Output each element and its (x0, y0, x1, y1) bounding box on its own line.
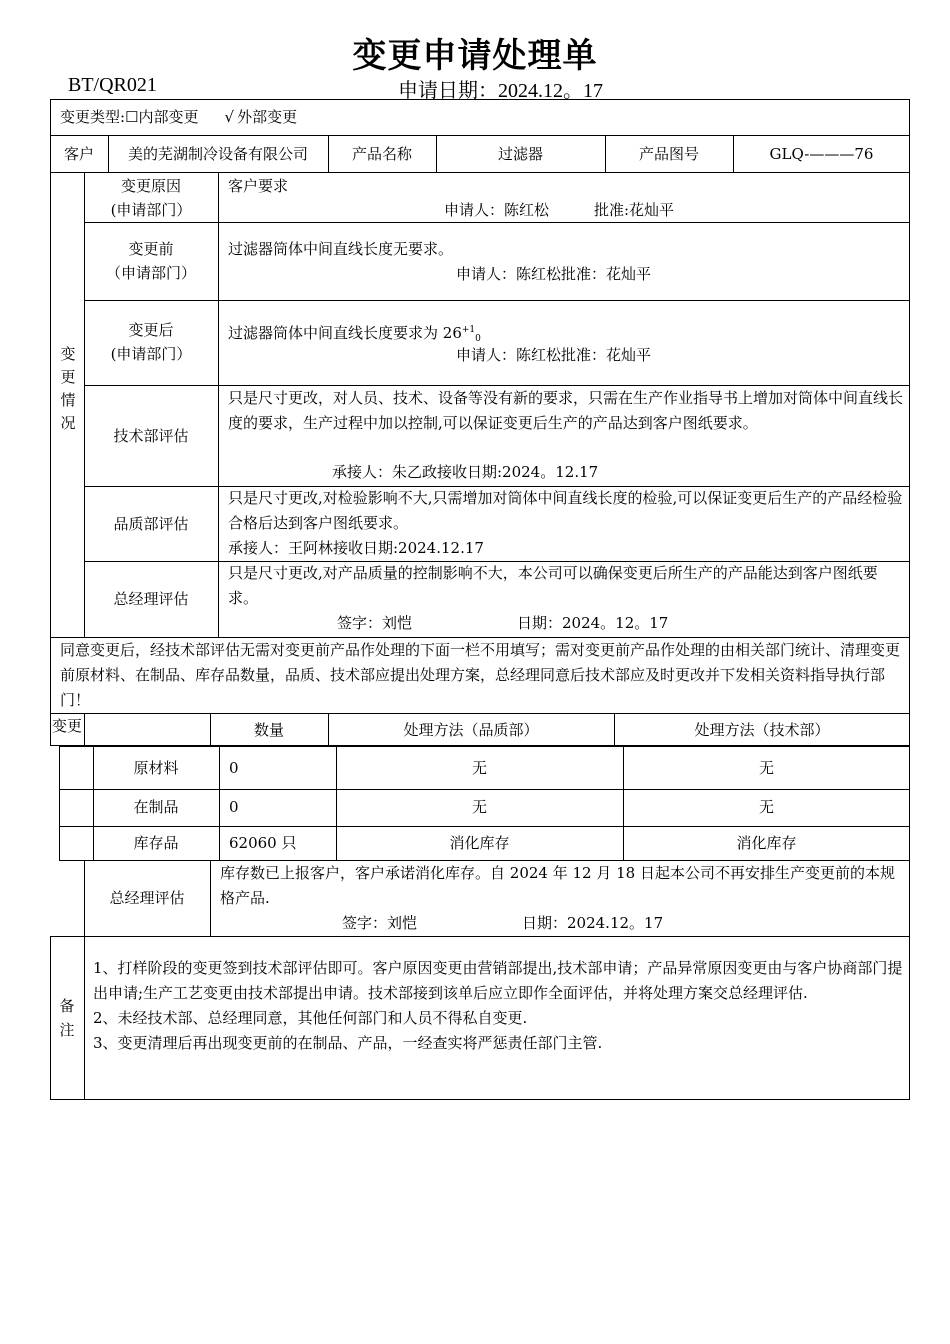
row-tech-method: 无 (758, 798, 774, 816)
external-change-label: 外部变更 (237, 108, 298, 126)
change-situation-side-label: 变 更 情 况 (60, 345, 76, 432)
divider (909, 861, 910, 936)
divider (84, 222, 910, 223)
list-item: 1、打样阶段的变更签到技术部评估即可。客户原因变更由营销部提出,技术部申请；产品异常原因变更由与客户协商部门提出申请;生产工艺变更由技术部提出申请。技术部接到该单后应立即作全面评估，并将处理方案交总经理评估. (93, 959, 903, 1002)
external-change-checkmark[interactable]: √ (224, 108, 235, 126)
row-item: 原材料 (133, 759, 179, 777)
row-item: 库存品 (133, 834, 179, 852)
tech-eval-label: 技术部评估 (113, 427, 189, 445)
divider (84, 300, 910, 301)
stock-side-label: 变更 (51, 717, 82, 735)
reason-signature: 申请人：陈红松 批准:花灿平 (444, 201, 675, 219)
divider (84, 713, 85, 746)
divider (50, 713, 910, 714)
row-tech-method: 消化库存 (736, 834, 797, 852)
quality-eval-signature: 承接人：王阿林接收日期:2024.12.17 (228, 539, 484, 557)
row-qty: 0 (229, 798, 239, 816)
tech-eval-signature: 承接人：朱乙政接收日期:2024。12.17 (332, 463, 599, 481)
divider (218, 172, 219, 637)
tech-eval-content: 只是尺寸更改，对人员、技术、设备等没有新的要求，只需在生产作业指导书上增加对筒体中间直线长度的要求，生产过程中加以控制,可以保证变更后生产的产品达到客户图纸要求。 (228, 389, 904, 432)
divider (84, 936, 85, 1100)
internal-change-label: 内部变更 (138, 108, 199, 126)
reason-content: 客户要求 (228, 177, 289, 195)
row-quality-method: 无 (471, 759, 487, 777)
stock-gm-eval-signature: 签字：刘恺 日期：2024.12。17 (342, 914, 664, 932)
stock-gm-eval-label: 总经理评估 (109, 889, 185, 907)
product-name-label: 产品名称 (351, 145, 412, 163)
divider (50, 172, 910, 173)
before-change-content: 过滤器筒体中间直线长度无要求。 (228, 240, 454, 258)
gm-eval-content: 只是尺寸更改,对产品质量的控制影响不大，本公司可以确保变更后所生产的产品能达到客户图纸要求。 (228, 564, 878, 607)
customer-value: 美的芜湖制冷设备有限公司 (127, 145, 308, 163)
customer-label: 客户 (63, 145, 94, 163)
after-change-signature: 申请人：陈红松批准：花灿平 (456, 346, 652, 364)
remarks-side-label: 备 注 (59, 997, 75, 1039)
gm-eval-label: 总经理评估 (113, 590, 189, 608)
row-qty: 0 (229, 759, 239, 777)
remarks-list (93, 956, 904, 1056)
quality-eval-content: 只是尺寸更改,对检验影响不大,只需增加对筒体中间直线长度的检验,可以保证变更后生产的产品经检验合格后达到客户图纸要求。 (228, 489, 903, 532)
internal-change-checkbox[interactable]: ☐ (125, 108, 139, 126)
divider (50, 135, 910, 136)
change-type-label: 变更类型: (60, 108, 126, 126)
stock-gm-eval-content: 库存数已上报客户，客户承诺消化库存。自 2024 年 12 月 18 日起本公司不再安排生产变更前的本规格产品. (220, 864, 895, 907)
agreement-note: 同意变更后，经技术部评估无需对变更前产品作处理的下面一栏不用填写；需对变更前产品作处理的由相关部门统计、清理变更前原材料、在制品、库存品数量，品质、技术部应提出处理方案，总经理同意后技术部应及时更改并下发相关资料指导执行部门！ (60, 641, 901, 709)
header-tech-method: 处理方法（技术部） (694, 721, 830, 739)
before-change-label: 变更前 （申请部门） (105, 240, 196, 282)
divider (59, 789, 910, 790)
row-item: 在制品 (133, 798, 179, 816)
form-title: 变更申请处理单 (352, 36, 598, 76)
document-number: BT/QR021 (68, 74, 157, 96)
row-qty: 62060 只 (229, 834, 297, 852)
divider (210, 861, 211, 936)
row-quality-method: 消化库存 (449, 834, 510, 852)
row-tech-method: 无 (758, 759, 774, 777)
reason-label: 变更原因 (申请部门） (110, 177, 192, 219)
before-change-signature: 申请人：陈红松批准：花灿平 (456, 265, 652, 283)
after-change-content: 过滤器筒体中间直线长度要求为 $26^{+1}_0$ (228, 324, 481, 344)
header-quality-method: 处理方法（品质部） (403, 721, 539, 739)
drawing-number-label: 产品图号 (638, 145, 699, 163)
after-change-label: 变更后 (申请部门） (110, 321, 192, 363)
list-item: 3、变更清理后再出现变更前的在制品、产品，一经查实将严惩责任部门主管. (93, 1034, 603, 1052)
drawing-number-value: GLQ-———76 (769, 145, 874, 163)
change-type-row (60, 105, 297, 129)
quality-eval-label: 品质部评估 (113, 515, 189, 533)
row-quality-method: 无 (471, 798, 487, 816)
header-quantity: 数量 (253, 721, 284, 739)
product-name-value: 过滤器 (497, 145, 543, 163)
divider (59, 826, 910, 827)
divider (219, 746, 220, 861)
list-item: 2、未经技术部、总经理同意，其他任何部门和人员不得私自变更. (93, 1009, 528, 1027)
application-date: 申请日期：2024.12。17 (398, 80, 603, 102)
gm-eval-signature: 签字：刘恺 日期：2024。12。17 (337, 614, 669, 632)
